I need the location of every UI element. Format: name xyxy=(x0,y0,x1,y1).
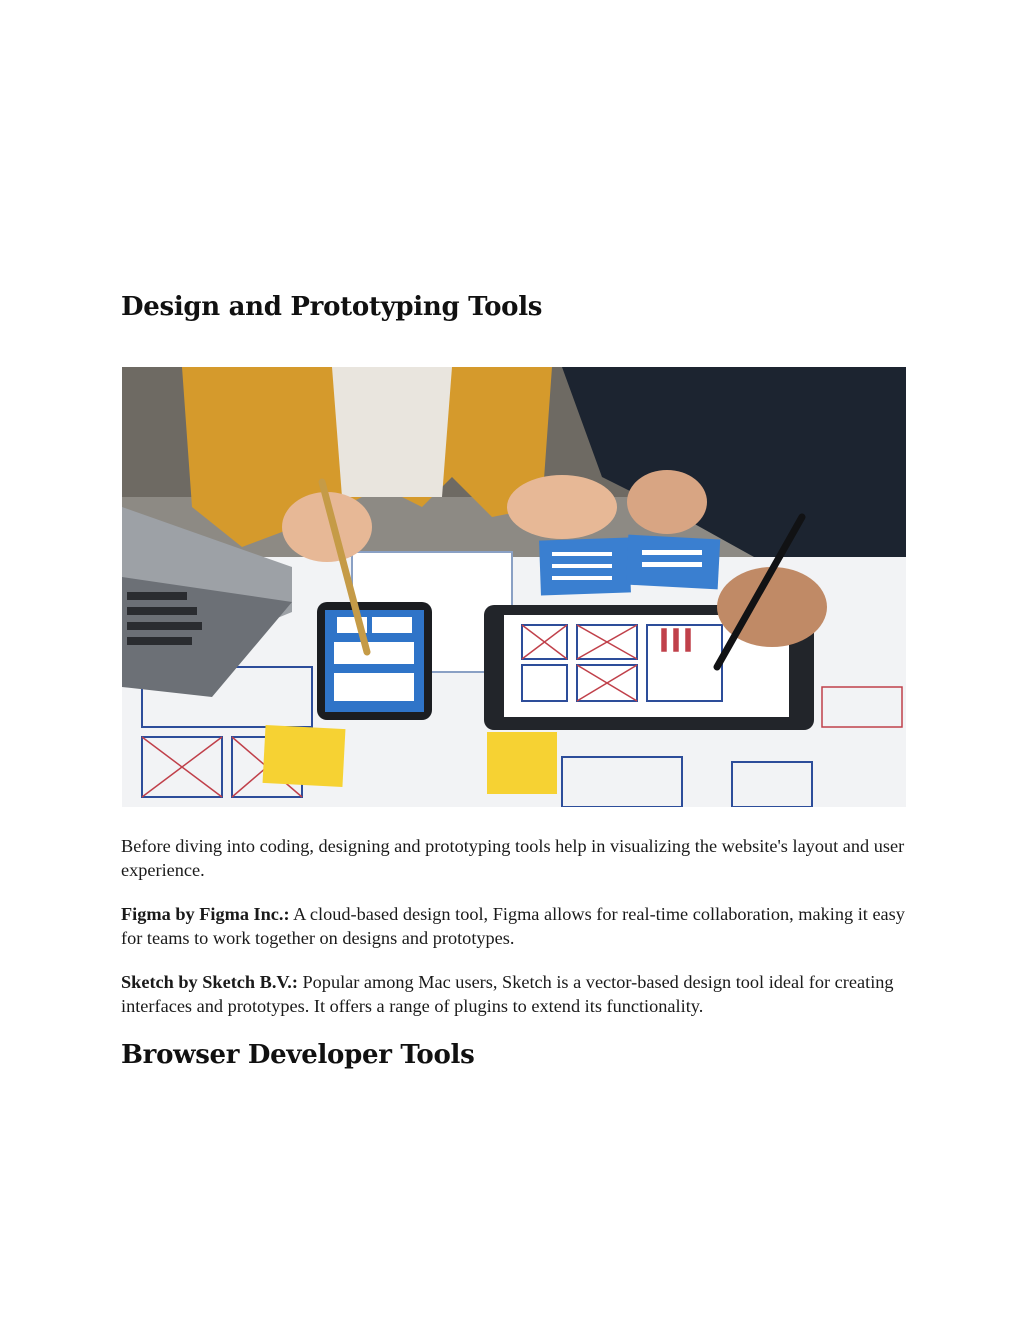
tool-description-sketch: Popular among Mac users, Sketch is a vector-based design tool ideal for creating interfaces and prototypes. It offers a range of plugins to extend its functionality. xyxy=(121,972,894,1016)
tool-paragraph-sketch xyxy=(121,970,906,1018)
intro-paragraph: Before diving into coding, designing and prototyping tools help in visualizing the website's layout and user experience. xyxy=(121,836,905,880)
tool-description-figma: A cloud-based design tool, Figma allows for real-time collaboration, making it easy for teams to work together on designs and prototypes. xyxy=(121,904,905,948)
tool-name-sketch: Sketch by Sketch B.V.: xyxy=(121,972,298,992)
section-heading-design: Design and Prototyping Tools xyxy=(121,292,543,322)
section-heading-browser: Browser Developer Tools xyxy=(121,1040,475,1070)
photo-designers-wireframing xyxy=(122,367,906,807)
tool-paragraph-figma xyxy=(121,902,906,950)
tool-name-figma: Figma by Figma Inc.: xyxy=(121,904,290,924)
